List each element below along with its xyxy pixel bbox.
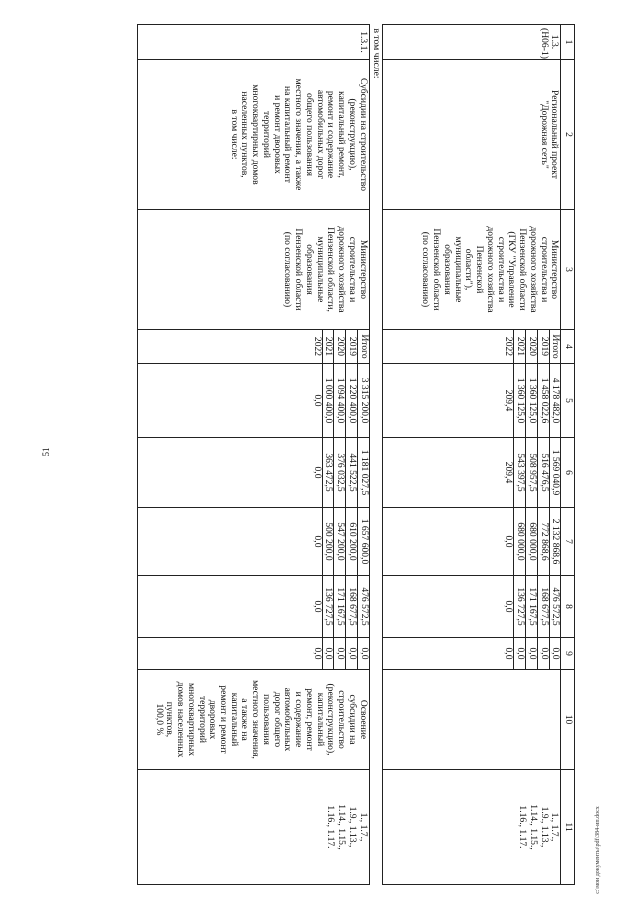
col5-cell bbox=[137, 364, 369, 438]
row-name-line: автомобильных дорог bbox=[314, 89, 326, 180]
amount-value: 441 522,5 bbox=[345, 438, 357, 507]
row-name-line: территорий bbox=[260, 110, 272, 159]
amount-value: 1 360 125,0 bbox=[525, 364, 537, 437]
link-line: 1.14., 1.15., bbox=[527, 804, 539, 850]
header-cell: 6 bbox=[561, 438, 575, 508]
executor-line: Пензенской области bbox=[431, 228, 443, 311]
amount-value: 610 200,0 bbox=[345, 508, 357, 575]
links-cell bbox=[383, 770, 561, 885]
row-name-line: общего пользования bbox=[303, 92, 315, 177]
row-name-line: и ремонт дворовых bbox=[271, 95, 283, 174]
amount-value: 516 476,5 bbox=[537, 438, 549, 507]
amount-value: 1 181 027,5 bbox=[357, 438, 369, 507]
amount-value: 680 000,0 bbox=[525, 508, 537, 575]
executor-line: строительства и bbox=[538, 236, 550, 303]
indicator-line: ремонт и ремонт bbox=[217, 685, 229, 754]
amount-value: 0,0 bbox=[311, 466, 323, 479]
col5-cell bbox=[383, 364, 561, 438]
executor-line: области"), bbox=[463, 248, 475, 291]
amount-value: 0,0 bbox=[503, 647, 515, 660]
indicator-line: домов населенных bbox=[175, 681, 187, 758]
section-label: в том числе: bbox=[369, 25, 383, 885]
indicator-line: местного значения, bbox=[250, 680, 262, 759]
header-cell: 7 bbox=[561, 508, 575, 576]
indicator-line: пользования bbox=[260, 694, 272, 745]
amount-value: 476 572,5 bbox=[549, 576, 561, 637]
amount-value: 363 472,5 bbox=[322, 438, 334, 507]
row-name-line: местного значения, а также bbox=[293, 78, 305, 191]
row-name-line: на капитальный ремонт bbox=[282, 86, 294, 183]
amount-value: 171 167,5 bbox=[525, 576, 537, 637]
row-name-cell bbox=[383, 60, 561, 210]
amount-value: 1 094 400,0 bbox=[333, 364, 345, 437]
col9-cell bbox=[137, 638, 369, 670]
row-name-line: многоквартирных домов bbox=[250, 84, 262, 185]
table-row bbox=[383, 25, 561, 885]
link-line: 1.16., 1.17. bbox=[517, 805, 529, 849]
year-value: 2022 bbox=[311, 336, 323, 357]
indicator-line: территорий bbox=[196, 695, 208, 744]
amount-value: 1 220 400,0 bbox=[345, 364, 357, 437]
executor-line: Пензенской области bbox=[517, 228, 529, 311]
executor-line: образования bbox=[441, 244, 453, 295]
year-value: 2021 bbox=[513, 330, 525, 363]
executor-cell bbox=[137, 210, 369, 330]
amount-value: 209,4 bbox=[503, 389, 515, 412]
amount-value: 772 868,6 bbox=[537, 508, 549, 575]
footer-file-path: c:\мои документы\pdf\384-ип.docx bbox=[595, 806, 601, 894]
row-number-cell bbox=[383, 25, 561, 60]
executor-line: Пензенской bbox=[474, 245, 486, 294]
header-cell: 9 bbox=[561, 638, 575, 670]
amount-value: 500 200,0 bbox=[322, 508, 334, 575]
year-value: 2021 bbox=[322, 330, 334, 363]
col6-cell bbox=[383, 438, 561, 508]
header-cell: 4 bbox=[561, 330, 575, 364]
row-name-line: Региональный проект bbox=[549, 90, 561, 179]
amount-value: 3 315 200,0 bbox=[357, 364, 369, 437]
year-value: 2019 bbox=[345, 330, 357, 363]
col8-cell bbox=[137, 576, 369, 638]
executor-line: строительства и bbox=[495, 236, 507, 303]
col9-cell bbox=[383, 638, 561, 670]
header-cell: 5 bbox=[561, 364, 575, 438]
years-cell bbox=[383, 330, 561, 364]
rotated-table-frame bbox=[85, 24, 575, 884]
row-name-line: "Дорожная сеть" bbox=[538, 100, 550, 169]
executor-line: муниципальные bbox=[452, 236, 464, 303]
row-code: (Н06-1) bbox=[538, 28, 550, 59]
executor-line: Министерство bbox=[549, 239, 561, 300]
amount-value: 0,0 bbox=[513, 638, 525, 669]
executor-line: дорожного хозяйства bbox=[484, 226, 496, 313]
amount-value: 1 458 022,6 bbox=[537, 364, 549, 437]
amount-value: 0,0 bbox=[357, 638, 369, 669]
section-row bbox=[369, 25, 383, 885]
indicator-cell bbox=[137, 670, 369, 770]
col7-cell bbox=[137, 508, 369, 576]
header-cell: 11 bbox=[561, 770, 575, 885]
amount-value: 376 032,5 bbox=[333, 438, 345, 507]
header-cell: 2 bbox=[561, 60, 575, 210]
amount-value: 0,0 bbox=[333, 638, 345, 669]
year-value: 2019 bbox=[537, 330, 549, 363]
row-number: 1.3.1. bbox=[357, 31, 369, 53]
amount-value: 0,0 bbox=[311, 394, 323, 407]
year-value: 2020 bbox=[333, 330, 345, 363]
header-cell: 10 bbox=[561, 670, 575, 770]
executor-cell bbox=[383, 210, 561, 330]
year-value: Итого bbox=[357, 330, 369, 363]
amount-value: 136 727,5 bbox=[322, 576, 334, 637]
executor-line: (по согласованию) bbox=[420, 231, 432, 308]
executor-line: дорожного хозяйства bbox=[336, 226, 348, 313]
executor-line: Министерство bbox=[357, 239, 369, 300]
amount-value: 4 178 482,0 bbox=[549, 364, 561, 437]
amount-value: 680 000,0 bbox=[513, 508, 525, 575]
indicator-line: а также на bbox=[239, 698, 251, 741]
link-line: 1.9., 1.13., bbox=[346, 806, 358, 848]
executor-line: (ГКУ "Управление bbox=[506, 231, 518, 308]
amount-value: 0,0 bbox=[549, 638, 561, 669]
year-value: 2020 bbox=[525, 330, 537, 363]
amount-value: 0,0 bbox=[322, 638, 334, 669]
indicator-cell bbox=[383, 670, 561, 770]
indicator-line: дорог общего bbox=[271, 691, 283, 748]
indicator-line: капитальный bbox=[314, 692, 326, 747]
amount-value: 476 572,5 bbox=[357, 576, 369, 637]
row-name-line: капитальный ремонт, bbox=[336, 91, 348, 178]
row-name-cell bbox=[137, 60, 369, 210]
amount-value: 1 657 600,0 bbox=[357, 508, 369, 575]
amount-value: 2 132 868,6 bbox=[549, 508, 561, 575]
row-name-line: Субсидии на строительство bbox=[357, 77, 369, 192]
executor-line: строительства и bbox=[346, 236, 358, 303]
row-name-line: ремонт и содержание bbox=[325, 90, 337, 179]
indicator-line: и содержание bbox=[293, 691, 305, 748]
page-number: 51 bbox=[41, 447, 51, 457]
row-number: 1.3. bbox=[549, 34, 561, 50]
amount-value: 0,0 bbox=[345, 638, 357, 669]
link-line: 1., 1.7., bbox=[357, 812, 369, 842]
executor-line: дорожного хозяйства bbox=[527, 226, 539, 313]
amount-value: 168 677,5 bbox=[537, 576, 549, 637]
col8-cell bbox=[383, 576, 561, 638]
links-cell bbox=[137, 770, 369, 885]
amount-value: 1 569 040,9 bbox=[549, 438, 561, 507]
row-name-line: (реконструкцию), bbox=[346, 98, 358, 171]
row-name-line: в том числе: bbox=[228, 109, 240, 160]
col6-cell bbox=[137, 438, 369, 508]
indicator-line: (реконструкцию), bbox=[325, 683, 337, 756]
amount-value: 0,0 bbox=[537, 638, 549, 669]
link-line: 1.16., 1.17. bbox=[325, 805, 337, 849]
link-line: 1.9., 1.13., bbox=[538, 806, 550, 848]
link-line: 1., 1.7., bbox=[549, 812, 561, 842]
amount-value: 508 957,5 bbox=[525, 438, 537, 507]
row-name-line: населенных пунктов, bbox=[239, 91, 251, 178]
executor-line: муниципальные bbox=[314, 236, 326, 303]
header-cell: 3 bbox=[561, 210, 575, 330]
indicator-line: ремонт, ремонт bbox=[303, 688, 315, 751]
indicator-line: капитальный bbox=[228, 692, 240, 747]
indicator-line: многоквартирных bbox=[185, 683, 197, 756]
indicator-line: автомобильных bbox=[282, 687, 294, 752]
amount-value: 543 397,5 bbox=[513, 438, 525, 507]
amount-value: 1 360 125,0 bbox=[513, 364, 525, 437]
year-value: Итого bbox=[549, 330, 561, 363]
header-cell: 1 bbox=[561, 25, 575, 60]
amount-value: 0,0 bbox=[503, 535, 515, 548]
years-cell bbox=[137, 330, 369, 364]
header-cell: 8 bbox=[561, 576, 575, 638]
year-value: 2022 bbox=[503, 336, 515, 357]
row-number-cell bbox=[137, 25, 369, 60]
amount-value: 136 727,5 bbox=[513, 576, 525, 637]
indicator-line: пунктов, bbox=[164, 701, 176, 738]
amount-value: 1 000 400,0 bbox=[322, 364, 334, 437]
executor-line: (по согласованию) bbox=[282, 231, 294, 308]
amount-value: 547 200,0 bbox=[333, 508, 345, 575]
table-row bbox=[137, 25, 369, 885]
indicator-line: субсидии на bbox=[346, 694, 358, 745]
executor-line: Пензенской области, bbox=[325, 227, 337, 312]
indicator-line: Освоение bbox=[357, 699, 369, 740]
indicator-line: строительство bbox=[336, 690, 348, 749]
col7-cell bbox=[383, 508, 561, 576]
indicator-line: дворовых bbox=[207, 699, 219, 740]
program-table bbox=[137, 24, 575, 885]
indicator-line: 100,0 % bbox=[153, 703, 165, 736]
amount-value: 168 677,5 bbox=[345, 576, 357, 637]
amount-value: 0,0 bbox=[503, 600, 515, 613]
amount-value: 0,0 bbox=[311, 535, 323, 548]
amount-value: 0,0 bbox=[311, 600, 323, 613]
amount-value: 209,4 bbox=[503, 461, 515, 484]
amount-value: 0,0 bbox=[525, 638, 537, 669]
header-row bbox=[561, 25, 575, 885]
amount-value: 171 167,5 bbox=[333, 576, 345, 637]
executor-line: образования bbox=[303, 244, 315, 295]
executor-line: Пензенской области bbox=[293, 228, 305, 311]
link-line: 1.14., 1.15., bbox=[336, 804, 348, 850]
amount-value: 0,0 bbox=[311, 647, 323, 660]
